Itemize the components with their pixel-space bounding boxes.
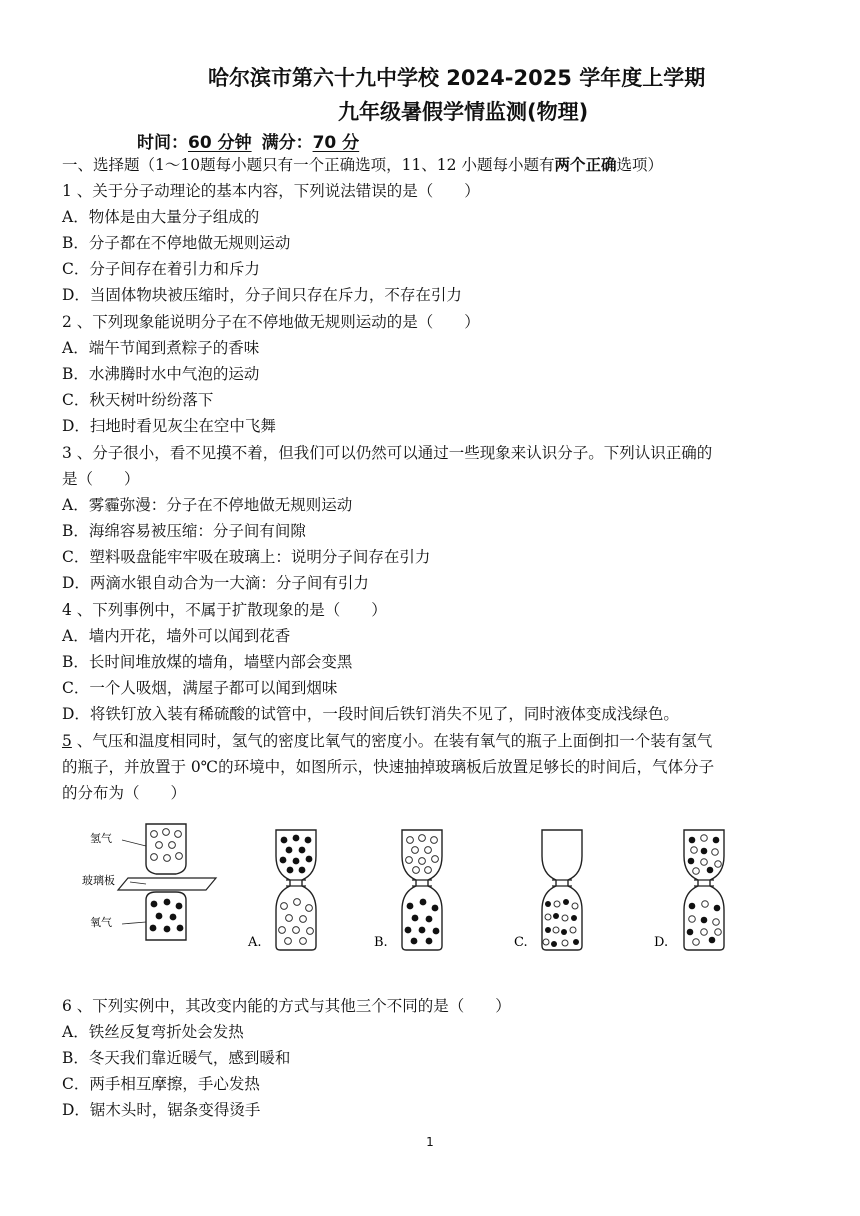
option-a: A．墙内开花，墙外可以闻到花香	[62, 627, 291, 645]
choice-a-bottle	[276, 830, 316, 950]
setup-diagram	[82, 824, 216, 940]
question-stem: 2 、下列现象能说明分子在不停地做无规则运动的是（ ）	[62, 313, 480, 331]
option-d: D．扫地时看见灰尘在空中飞舞	[62, 417, 276, 435]
option-d: D．将铁钉放入装有稀硫酸的试管中，一段时间后铁钉消失不见了，同时液体变成浅绿色。	[62, 705, 679, 723]
time-label: 时间：	[137, 133, 188, 153]
option-d: D．两滴水银自动合为一大滴：分子间有引力	[62, 574, 369, 592]
option-d: D．当固体物块被压缩时，分子间只存在斥力，不存在引力	[62, 286, 462, 304]
question-stem-cont: 的分布为（ ）	[62, 784, 187, 802]
option-a: A．雾霾弥漫：分子在不停地做无规则运动	[62, 496, 353, 514]
option-b: B．水沸腾时水中气泡的运动	[62, 365, 260, 383]
glass-plate-label: 玻璃板	[82, 874, 115, 887]
option-c: C．一个人吸烟，满屋子都可以闻到烟味	[62, 679, 338, 697]
option-c: C．塑料吸盘能牢牢吸在玻璃上：说明分子间存在引力	[62, 548, 431, 566]
option-a: A．铁丝反复弯折处会发热	[62, 1023, 244, 1041]
option-b: B．冬天我们靠近暖气，感到暖和	[62, 1049, 291, 1067]
time-value: 60 分钟	[188, 133, 252, 153]
choice-c-bottle	[542, 830, 582, 950]
question-stem: 3 、分子很小，看不见摸不着，但我们可以仍然可以通过一些现象来认识分子。下列认识正确的	[62, 444, 713, 462]
time-score-line	[137, 128, 359, 153]
gas-bottles-figure	[82, 820, 788, 955]
score-label: 满分：	[261, 133, 313, 153]
exam-title-line2: 九年级暑假学情监测(物理)	[338, 100, 589, 124]
choice-b-label: B.	[374, 935, 388, 950]
option-a: A．端午节闻到煮粽子的香味	[62, 339, 260, 357]
question-stem-cont: 是（ ）	[62, 470, 140, 488]
option-b: B．分子都在不停地做无规则运动	[62, 234, 291, 252]
page-number: 1	[426, 1135, 434, 1149]
oxygen-label: 氧气	[90, 916, 112, 929]
section-heading: 一、选择题（1～10题每小题只有一个正确选项，11、12 小题每小题有两个正确选项）	[62, 155, 663, 174]
question-stem: 4 、下列事例中，不属于扩散现象的是（ ）	[62, 601, 387, 619]
question-stem: 6 、下列实例中，其改变内能的方式与其他三个不同的是（ ）	[62, 997, 511, 1015]
choice-a-label: A.	[248, 935, 262, 950]
option-b: B．长时间堆放煤的墙角，墙壁内部会变黑	[62, 653, 353, 671]
score-value: 70 分	[312, 133, 360, 153]
choice-d-label: D.	[654, 935, 669, 950]
question-stem: 5 、气压和温度相同时，氢气的密度比氧气的密度小。在装有氧气的瓶子上面倒扣一个装有氢气	[62, 732, 713, 750]
option-b: B．海绵容易被压缩：分子间有间隙	[62, 522, 306, 540]
hydrogen-label: 氢气	[90, 832, 112, 845]
choice-c-label: C.	[514, 935, 528, 950]
exam-title-line1: 哈尔滨市第六十九中学校 2024-2025 学年度上学期	[208, 66, 706, 90]
choice-d-bottle	[684, 830, 724, 950]
question-stem: 1 、关于分子动理论的基本内容，下列说法错误的是（ ）	[62, 182, 480, 200]
choice-b-bottle	[402, 830, 442, 950]
option-c: C．两手相互摩擦，手心发热	[62, 1075, 260, 1093]
question-stem-cont: 的瓶子，并放置于 0℃的环境中，如图所示，快速抽掉玻璃板后放置足够长的时间后，气体分子	[62, 758, 715, 776]
option-c: C．秋天树叶纷纷落下	[62, 391, 214, 409]
option-d: D．锯木头时，锯条变得烫手	[62, 1101, 261, 1119]
option-a: A．物体是由大量分子组成的	[62, 208, 260, 226]
option-c: C．分子间存在着引力和斥力	[62, 260, 260, 278]
